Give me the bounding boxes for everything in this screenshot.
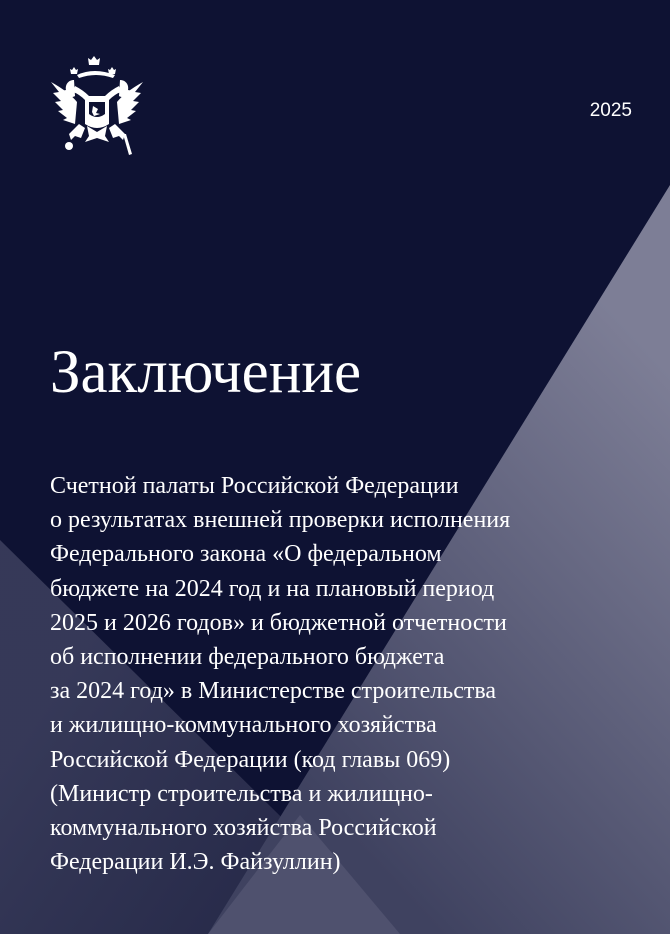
subtitle-line: Счетной палаты Российской Федерации (50, 473, 459, 499)
subtitle-line: и жилищно-коммунального хозяйства (50, 712, 437, 739)
subtitle-line: Федерального закона «О федеральном (50, 541, 442, 568)
subtitle-line: 2025 и 2026 годов» и бюджетной отчетности (50, 609, 507, 636)
subtitle-line: (Министр строительства и жилищно- (50, 780, 433, 807)
subtitle-line: об исполнении федерального бюджета (50, 644, 445, 671)
double-headed-eagle-emblem-icon (49, 56, 145, 160)
document-title: Заключение (50, 339, 362, 406)
subtitle-line: Российской Федерации (код главы 069) (50, 746, 451, 773)
subtitle-line: Федерации И.Э. Файзуллин) (50, 849, 341, 876)
subtitle-line: за 2024 год» в Министерстве строительства (50, 678, 497, 705)
subtitle-line: коммунального хозяйства Российской (50, 815, 437, 842)
report-year: 2025 (589, 100, 632, 121)
subtitle-line: о результатах внешней проверки исполнения (50, 507, 511, 534)
subtitle-line: бюджете на 2024 год и на плановый период (50, 575, 495, 602)
document-subtitle (50, 469, 510, 879)
